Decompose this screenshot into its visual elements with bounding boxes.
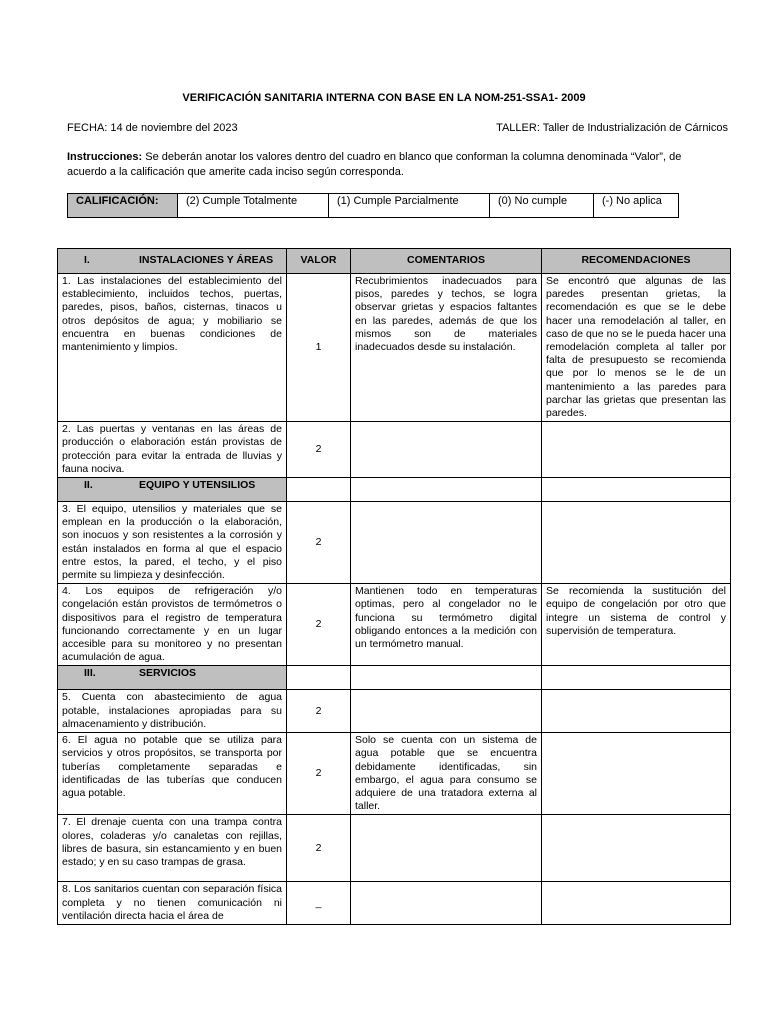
table-header-row [58, 249, 731, 274]
instructions-label: Instrucciones: [67, 151, 143, 163]
header-recomendaciones: RECOMENDACIONES [542, 249, 731, 274]
header-section-1 [58, 249, 287, 274]
section-blank-cell [351, 478, 542, 502]
section-blank-cell [542, 666, 731, 690]
item-recomendacion[interactable] [542, 502, 731, 584]
item-valor[interactable]: _ [287, 882, 351, 925]
section-2-header [58, 478, 287, 502]
item-text: 2. Las puertas y ventanas en las áreas de producción o elaboración están provistas de protección para evitar la entrada de lluvias y fauna nociva. [58, 422, 287, 478]
item-comentario[interactable] [351, 815, 542, 882]
item-comentario[interactable]: Recubrimientos inadecuados para pisos, paredes y techos, se logra observar grietas y espacios faltantes en las paredes, además de que los mismos son de materiales inadecuados desde su instalación. [351, 274, 542, 422]
item-text: 7. El drenaje cuenta con una trampa contra olores, coladeras y/o canaletas con rejillas, libres de basura, sin estancamiento y en buen estado; y en su caso trampas de grasa. [58, 815, 287, 882]
item-text: 5. Cuenta con abastecimiento de agua potable, instalaciones apropiadas para su almacenamiento y distribución. [58, 690, 287, 733]
table-row [58, 882, 731, 925]
item-valor[interactable]: 2 [287, 502, 351, 584]
calificacion-table [67, 193, 679, 218]
item-text: 8. Los sanitarios cuentan con separación física completa y no tienen comunicación ni ventilación directa hacia el área de [58, 882, 287, 925]
section-number: I. [84, 254, 90, 267]
table-row [58, 733, 731, 815]
item-comentario[interactable]: Mantienen todo en temperaturas optimas, pero al congelador no le funciona su termómetro digital obligando entonces a la medición con un termómetro manual. [351, 584, 542, 666]
table-row [58, 502, 731, 584]
section-row [58, 666, 731, 690]
table-row [58, 690, 731, 733]
item-valor[interactable]: 2 [287, 815, 351, 882]
fecha-field: FECHA: 14 de noviembre del 2023 [67, 122, 238, 134]
item-recomendacion[interactable] [542, 882, 731, 925]
section-blank-cell [287, 666, 351, 690]
item-recomendacion[interactable] [542, 733, 731, 815]
item-text: 1. Las instalaciones del establecimiento del establecimiento, incluidos techos, puertas, paredes, pisos, baños, cisternas, tinacos u otros depósitos de agua; y mobiliario se encuentra en buenas condiciones de mantenimiento y limpios. [58, 274, 287, 422]
item-recomendacion[interactable] [542, 815, 731, 882]
section-blank-cell [287, 478, 351, 502]
header-comentarios: COMENTARIOS [351, 249, 542, 274]
item-text: 3. El equipo, utensilios y materiales que se emplean en la producción o la elaboración, son inocuos y son resistentes a la corrosión y están instalados en forma al que el espacio entre estos, la pared, el techo, y el piso permite su limpieza y desinfección. [58, 502, 287, 584]
item-text: 6. El agua no potable que se utiliza para servicios y otros propósitos, se transporta por tuberías completamente separadas e identificadas de las tuberías que conducen agua potable. [58, 733, 287, 815]
item-valor[interactable]: 2 [287, 733, 351, 815]
section-blank-cell [351, 666, 542, 690]
calif-option-cumple: (2) Cumple Totalmente [178, 194, 329, 218]
section-3-header [58, 666, 287, 690]
calificacion-label: CALIFICACIÓN: [68, 194, 178, 218]
item-comentario[interactable] [351, 422, 542, 478]
item-comentario[interactable]: Solo se cuenta con un sistema de agua potable que se encuentra debidamente identificadas, sin embargo, el agua para consumo se adquiere de una tratadora externa al taller. [351, 733, 542, 815]
section-title: SERVICIOS [139, 667, 196, 680]
section-number: II. [84, 479, 93, 492]
verification-table [57, 248, 731, 925]
section-blank-cell [542, 478, 731, 502]
item-recomendacion[interactable] [542, 690, 731, 733]
item-valor[interactable]: 1 [287, 274, 351, 422]
item-recomendacion[interactable] [542, 422, 731, 478]
document-title: VERIFICACIÓN SANITARIA INTERNA CON BASE EN LA NOM-251-SSA1- 2009 [182, 92, 586, 104]
calif-option-no-aplica: (-) No aplica [594, 194, 679, 218]
section-title: EQUIPO Y UTENSILIOS [139, 479, 256, 492]
instructions [67, 150, 717, 180]
item-recomendacion[interactable]: Se recomienda la sustitución del equipo de congelación por otro que integre un sistema de control y supervisión de temperatura. [542, 584, 731, 666]
calif-option-no-cumple: (0) No cumple [490, 194, 594, 218]
item-text: 4. Los equipos de refrigeración y/o congelación están provistos de termómetros o dispositivos para el registro de temperatura funcionando correctamente y en un lugar accesible para su monitoreo y no presentan acumulación de agua. [58, 584, 287, 666]
item-valor[interactable]: 2 [287, 690, 351, 733]
section-title: INSTALACIONES Y ÁREAS [139, 254, 274, 267]
header-valor: VALOR [287, 249, 351, 274]
table-row [58, 422, 731, 478]
section-number: III. [84, 667, 96, 680]
item-comentario[interactable] [351, 882, 542, 925]
table-row [58, 584, 731, 666]
item-valor[interactable]: 2 [287, 584, 351, 666]
section-row [58, 478, 731, 502]
instructions-text: Se deberán anotar los valores dentro del cuadro en blanco que conforman la columna denominada “Valor”, de acuerdo a la calificación que amerite cada inciso según corresponda. [67, 151, 682, 178]
table-row [58, 274, 731, 422]
table-row [58, 815, 731, 882]
calif-option-parcial: (1) Cumple Parcialmente [329, 194, 490, 218]
taller-field: TALLER: Taller de Industrialización de Cárnicos [496, 122, 728, 134]
item-valor[interactable]: 2 [287, 422, 351, 478]
item-comentario[interactable] [351, 502, 542, 584]
item-recomendacion[interactable]: Se encontró que algunas de las paredes presentan grietas, la recomendación es que se le debe hacer una remodelación al taller, en caso de que no se le pueda hacer una remodelación completa al taller por falta de presupuesto se recomienda que por lo menos se le de un mantenimiento a las paredes para parchar las grietas que presentan las paredes. [542, 274, 731, 422]
item-comentario[interactable] [351, 690, 542, 733]
